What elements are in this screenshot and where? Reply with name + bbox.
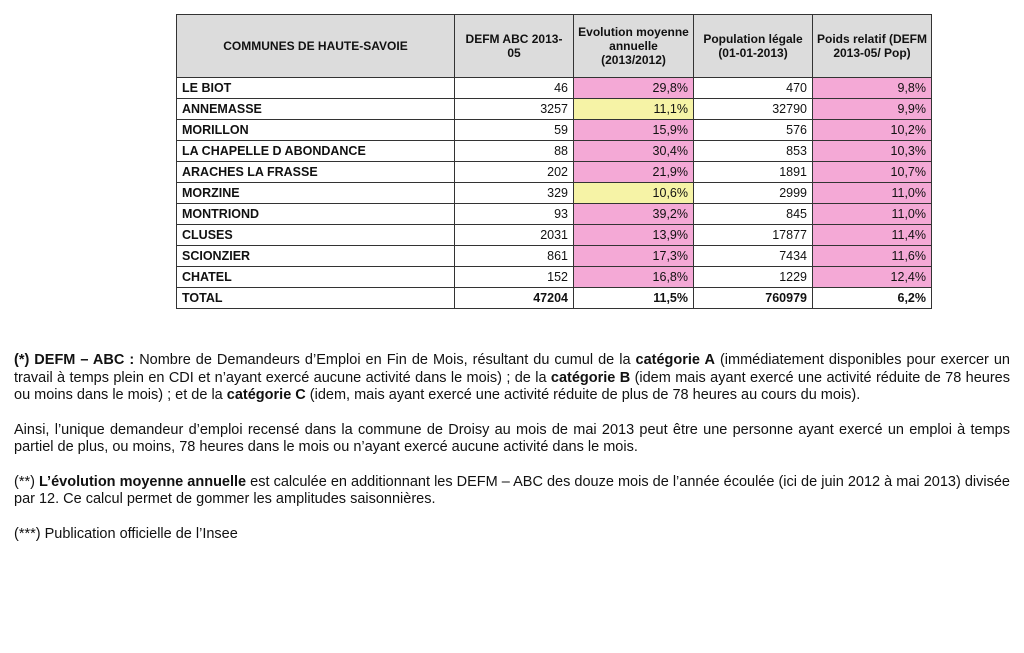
cell-population: 576 (694, 120, 813, 141)
cell-evolution: 15,9% (574, 120, 694, 141)
cell-commune: MORZINE (177, 183, 455, 204)
cell-poids: 10,7% (813, 162, 932, 183)
cell-evolution: 13,9% (574, 225, 694, 246)
cell-population: 470 (694, 78, 813, 99)
cell-poids: 9,8% (813, 78, 932, 99)
note-defm-marker: (*) DEFM – ABC : (14, 352, 135, 368)
cell-poids: 11,0% (813, 183, 932, 204)
table-row (177, 78, 932, 99)
footnotes (14, 352, 1010, 560)
note-category-c: catégorie C (226, 387, 306, 403)
total-defm: 47204 (455, 288, 574, 309)
cell-evolution: 21,9% (574, 162, 694, 183)
cell-population: 32790 (694, 99, 813, 120)
table-total-row (177, 288, 932, 309)
table-row (177, 267, 932, 288)
cell-poids: 9,9% (813, 99, 932, 120)
table-row (177, 183, 932, 204)
note-text: est calculée en additionnant les DEFM – ABC des douze mois de l’année écoulée (ici de juin 2012 à mai 2013) divisée par 12. Ce calcul permet de gommer les amplitudes saisonnières. (14, 473, 1010, 507)
cell-evolution: 17,3% (574, 246, 694, 267)
cell-evolution: 16,8% (574, 267, 694, 288)
note-text: (idem mais ayant exercé une activité réduite de 78 heures ou moins dans le mois) ; et de la (14, 369, 1010, 403)
cell-commune: CHATEL (177, 267, 455, 288)
cell-commune: ARACHES LA FRASSE (177, 162, 455, 183)
cell-population: 7434 (694, 246, 813, 267)
cell-defm: 88 (455, 141, 574, 162)
table-row (177, 204, 932, 225)
total-label: TOTAL (177, 288, 455, 309)
cell-population: 845 (694, 204, 813, 225)
note-insee-source: (***) Publication officielle de l’Insee (14, 525, 238, 542)
cell-defm: 59 (455, 120, 574, 141)
note-droisy-example: Ainsi, l’unique demandeur d’emploi recensé dans la commune de Droisy au mois de mai 2013 peut être une personne ayant exercé un emploi à temps partiel de plus, ou moins, 78 heures dans le mois ou n’ayant exercé aucune activité dans le mois. (14, 421, 1010, 455)
cell-poids: 11,6% (813, 246, 932, 267)
note-category-b: catégorie B (550, 369, 631, 386)
table-row (177, 99, 932, 120)
header-poids: Poids relatif (DEFM 2013-05/ Pop) (813, 15, 932, 78)
note-text: (idem, mais ayant exercé une activité réduite de plus de 78 heures au cours du mois). (305, 387, 861, 403)
cell-commune: CLUSES (177, 225, 455, 246)
cell-defm: 152 (455, 267, 574, 288)
cell-defm: 46 (455, 78, 574, 99)
cell-poids: 11,4% (813, 225, 932, 246)
cell-evolution: 39,2% (574, 204, 694, 225)
table-row (177, 246, 932, 267)
cell-commune: ANNEMASSE (177, 99, 455, 120)
cell-commune: MORILLON (177, 120, 455, 141)
cell-population: 1891 (694, 162, 813, 183)
header-evolution: Evolution moyenne annuelle (2013/2012) (574, 15, 694, 78)
cell-poids: 10,3% (813, 141, 932, 162)
cell-evolution: 29,8% (574, 78, 694, 99)
header-defm: DEFM ABC 2013-05 (455, 15, 574, 78)
cell-defm: 2031 (455, 225, 574, 246)
table-row (177, 141, 932, 162)
note-evolution-term: L’évolution moyenne annuelle (39, 473, 247, 490)
cell-commune: LA CHAPELLE D ABONDANCE (177, 141, 455, 162)
note-category-a: catégorie A (635, 352, 715, 368)
cell-defm: 861 (455, 246, 574, 267)
note-text: Nombre de Demandeurs d’Emploi en Fin de Mois, résultant du cumul de la (134, 352, 636, 368)
table-header-row (177, 15, 932, 78)
cell-commune: SCIONZIER (177, 246, 455, 267)
cell-population: 853 (694, 141, 813, 162)
total-population: 760979 (694, 288, 813, 309)
note-evolution-definition (14, 474, 1010, 509)
cell-poids: 11,0% (813, 204, 932, 225)
total-evolution: 11,5% (574, 288, 694, 309)
cell-evolution: 30,4% (574, 141, 694, 162)
table-row (177, 120, 932, 141)
communes-table (176, 14, 932, 309)
note-defm-definition (14, 352, 1010, 405)
table-row (177, 225, 932, 246)
total-poids: 6,2% (813, 288, 932, 309)
cell-population: 2999 (694, 183, 813, 204)
cell-poids: 10,2% (813, 120, 932, 141)
cell-evolution: 10,6% (574, 183, 694, 204)
cell-commune: MONTRIOND (177, 204, 455, 225)
cell-population: 17877 (694, 225, 813, 246)
cell-defm: 3257 (455, 99, 574, 120)
cell-commune: LE BIOT (177, 78, 455, 99)
cell-evolution: 11,1% (574, 99, 694, 120)
cell-poids: 12,4% (813, 267, 932, 288)
cell-defm: 93 (455, 204, 574, 225)
header-population: Population légale (01-01-2013) (694, 15, 813, 78)
table-row (177, 162, 932, 183)
note-marker: (**) (14, 473, 39, 490)
note-text: (immédiatement disponibles pour exercer un travail à temps plein en CDI et n’ayant exercé aucune activité dans le mois) ; de la (14, 352, 1010, 386)
cell-defm: 202 (455, 162, 574, 183)
header-commune: COMMUNES DE HAUTE-SAVOIE (177, 15, 455, 78)
cell-population: 1229 (694, 267, 813, 288)
cell-defm: 329 (455, 183, 574, 204)
